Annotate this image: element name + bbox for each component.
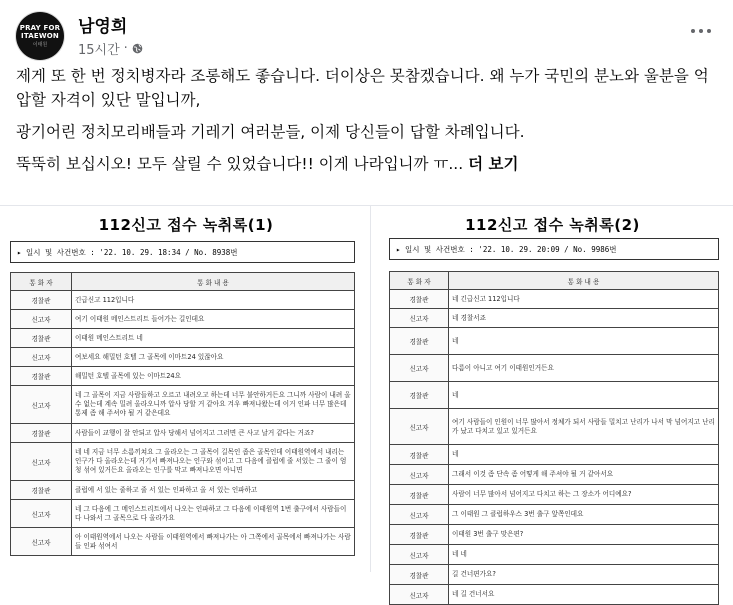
content-cell: 여보세요 해밀턴 호텔 그 골목에 이마트24 있잖아요 <box>72 348 355 367</box>
post-paragraph-3 <box>16 152 716 176</box>
separator-dot: · <box>123 41 128 56</box>
content-cell: 이태원 3번 출구 맞은편? <box>449 525 719 545</box>
content-cell: 네 경찰서죠 <box>449 309 719 328</box>
caller-cell: 경찰관 <box>390 328 449 355</box>
header-caller: 통 화 자 <box>11 273 72 291</box>
post-header <box>16 10 717 60</box>
post-paragraph-2: 광기어린 정치모리배들과 기레기 여러분들, 이제 당신들이 답할 차례입니다. <box>16 123 525 141</box>
table-row <box>11 443 355 481</box>
caller-cell: 신고자 <box>11 348 72 367</box>
caller-cell: 경찰관 <box>11 481 72 500</box>
avatar-line1: PRAY FOR <box>19 24 61 32</box>
header-content: 통 화 내 용 <box>72 273 355 291</box>
transcript-image-1[interactable] <box>0 206 368 572</box>
table-row <box>11 291 355 310</box>
table-row <box>11 367 355 386</box>
caller-cell: 경찰관 <box>390 565 449 585</box>
caller-cell: 경찰관 <box>390 485 449 505</box>
table-row <box>390 409 719 445</box>
content-cell: 해밀턴 호텔 골목에 있는 이마트24요 <box>72 367 355 386</box>
transcript-2-table <box>389 271 719 605</box>
table-row <box>390 545 719 565</box>
content-cell: 아 이태원역에서 나오는 사람들 이태원역에서 빠져나가는 아 그쪽에서 골목에서 빠져나가는 사람들 인파 섞여서 <box>72 528 355 556</box>
content-cell: 여기 사람들이 인원이 너무 많아서 정체가 되서 사람들 밀치고 난리가 나서 막 넘어지고 난리가 났고 다치고 있고 있거든요 <box>449 409 719 445</box>
table-row <box>11 528 355 556</box>
caller-cell: 신고자 <box>390 585 449 605</box>
table-row <box>390 565 719 585</box>
table-row <box>390 290 719 309</box>
caller-cell: 신고자 <box>390 409 449 445</box>
header-content: 통 화 내 용 <box>449 272 719 290</box>
caller-cell: 신고자 <box>11 386 72 424</box>
table-row <box>11 481 355 500</box>
content-cell: 네 길 건너서요 <box>449 585 719 605</box>
content-cell: 네 그 다음에 그 메인스트리트에서 나오는 인파하고 그 다음에 이태원역 1번 출구에서 사람들이 다 나와서 그 골목으로 다 올라가요 <box>72 500 355 528</box>
post-paragraph-3-text: 뚝뚝히 보십시오! 모두 살릴 수 있었습니다!! 이게 나라입니까 ㅠ... <box>16 155 464 173</box>
content-cell: 네 긴급신고 112입니다 <box>449 290 719 309</box>
table-row <box>11 348 355 367</box>
avatar-line3: 이태원 <box>32 42 48 48</box>
caller-cell: 경찰관 <box>11 367 72 386</box>
table-row <box>390 505 719 525</box>
post-meta <box>78 39 143 58</box>
globe-icon <box>132 43 143 54</box>
table-row <box>390 465 719 485</box>
caller-cell: 경찰관 <box>11 291 72 310</box>
caller-cell: 경찰관 <box>390 290 449 309</box>
table-row <box>11 329 355 348</box>
content-cell: 사람이 너무 많아서 넘어지고 다치고 하는 그 장소가 어디예요? <box>449 485 719 505</box>
caller-cell: 신고자 <box>11 443 72 481</box>
content-cell: 이태원 메인스트리트 네 <box>72 329 355 348</box>
content-cell: 네 네 지금 너무 소름끼쳐요 그 올라오는 그 골목이 길목인 좁은 골목인데 이태원역에서 내리는 인구가 다 올라오는데 거기서 빠져나오는 인구와 섞이고 그 다음에 클럽에 줄 서있는 그 줄이 엄청 섞여 있거든요 올라오는 인구를 막고 빠져나오면 아니면 <box>72 443 355 481</box>
caller-cell: 경찰관 <box>390 445 449 465</box>
caller-cell: 신고자 <box>390 465 449 485</box>
caller-cell: 경찰관 <box>390 525 449 545</box>
table-row <box>390 445 719 465</box>
transcript-2-info: ▸ 일시 및 사건번호 : '22. 10. 29. 20:09 / No. 9986번 <box>389 238 719 260</box>
caller-cell: 신고자 <box>390 545 449 565</box>
table-row <box>390 382 719 409</box>
content-cell: 네 <box>449 445 719 465</box>
caller-cell: 경찰관 <box>390 382 449 409</box>
content-cell: 그래서 이것 좀 단속 좀 어떻게 해 주셔야 될 거 같아서요 <box>449 465 719 485</box>
caller-cell: 신고자 <box>11 500 72 528</box>
content-cell: 그 이태원 그 클럽하우스 3번 출구 앞쪽인데요 <box>449 505 719 525</box>
content-cell: 네 <box>449 382 719 409</box>
author-name[interactable]: 남영희 <box>78 17 128 37</box>
transcript-1-table <box>10 272 355 556</box>
table-row <box>11 310 355 329</box>
transcript-image-2[interactable] <box>370 206 733 600</box>
avatar[interactable] <box>16 12 64 60</box>
header-caller: 통 화 자 <box>390 272 449 290</box>
caller-cell: 신고자 <box>390 505 449 525</box>
table-row <box>390 328 719 355</box>
caller-cell: 경찰관 <box>11 329 72 348</box>
caller-cell: 경찰관 <box>11 424 72 443</box>
content-cell: 네 <box>449 328 719 355</box>
content-cell: 네 네 <box>449 545 719 565</box>
table-row <box>390 355 719 382</box>
caller-cell: 신고자 <box>390 355 449 382</box>
transcript-1-title: 112신고 접수 녹취록(1) <box>98 216 274 234</box>
content-cell: 사람들이 교행이 잘 안되고 압사 당해서 넘어지고 그러면 큰 사고 날거 같다는 거죠? <box>72 424 355 443</box>
transcript-1-info: ▸ 일시 및 사건번호 : '22. 10. 29. 18:34 / No. 8938번 <box>10 241 355 263</box>
caller-cell: 신고자 <box>11 310 72 329</box>
more-options-icon[interactable] <box>689 24 713 38</box>
transcript-2-title: 112신고 접수 녹취록(2) <box>465 216 640 234</box>
content-cell: 여기 이태원 메인스트리트 들어가는 길인데요 <box>72 310 355 329</box>
caller-cell: 신고자 <box>11 528 72 556</box>
post-body <box>16 64 716 184</box>
content-cell: 길 건너편가요? <box>449 565 719 585</box>
table-row <box>390 485 719 505</box>
see-more-link[interactable]: 더 보기 <box>468 155 519 173</box>
table-row <box>390 309 719 328</box>
post-paragraph-1: 제게 또 한 번 정치병자라 조롱해도 좋습니다. 더이상은 못참겠습니다. 왜 누가 국민의 분노와 울분을 억압할 자격이 있단 말입니까, <box>16 67 709 109</box>
table-row <box>11 500 355 528</box>
caller-cell: 신고자 <box>390 309 449 328</box>
avatar-line2: ITAEWON <box>21 32 59 40</box>
content-cell: 네 그 골목이 지금 사람들하고 오르고 내려오고 하는데 너무 불안하거든요 그니까 사람이 내려 올 수 없는데 계속 밀려 올라오니까 압사 당할 거 같아요 겨우 빠져나왔는데 이거 인파 너무 많은데 통제 좀 해 주셔야 될 거 같은데요 <box>72 386 355 424</box>
table-row <box>11 386 355 424</box>
content-cell: 다름이 아니고 여기 이태원인거든요 <box>449 355 719 382</box>
content-cell: 긴급신고 112입니다 <box>72 291 355 310</box>
post-time[interactable]: 15시간 <box>78 43 120 58</box>
content-cell: 클럽에 서 있는 줄하고 줄 서 있는 인파하고 올 서 있는 인파하고 <box>72 481 355 500</box>
attached-images[interactable] <box>0 205 733 600</box>
table-row <box>11 424 355 443</box>
table-row <box>390 525 719 545</box>
table-row <box>390 585 719 605</box>
